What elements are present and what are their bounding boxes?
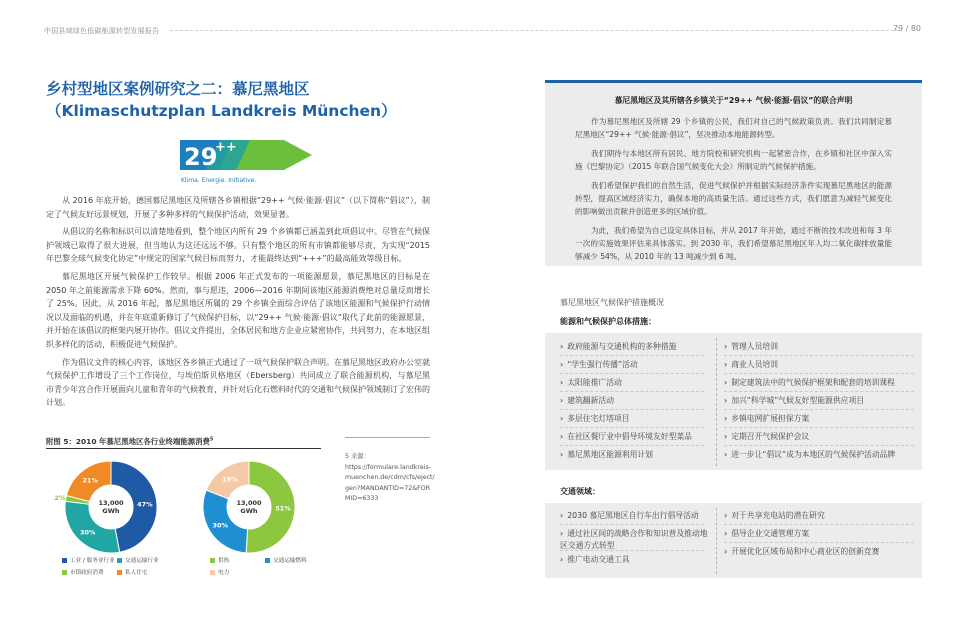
legend-swatch: [62, 570, 67, 575]
slice-label: 2%: [54, 493, 66, 502]
slice-label: 47%: [137, 500, 153, 509]
paragraph: 从 2016 年底开始，德国慕尼黑地区及所辖各乡镇根据“29++ 气候·能源·倡议”（以下简称“倡议”），制定了气候友好远景规划，开展了多种多样的气候保护活动，效果显著。: [46, 196, 430, 219]
chevron-right-icon: ›: [724, 432, 728, 441]
paragraph: 慕尼黑地区开展气候保护工作较早。根据 2006 年正式发布的一项能源愿景，慕尼黑地区的目标是在 2050 年之前能源需求下降 60%。然而，事与愿违，2006—2016 年期间该地区能源消费绝对总量反而增长了 25%。因此，从 2016 年起，慕尼黑地区所属的 29 个乡镇全面综合评估了该地区能源和气候保护行动情况以及面临的机遇，并在年底重新修订了气候保护目标，以“29++ 气候·能源·倡议”取代了此前的能源愿景，并开始在该倡议的框架内展开协作。倡议文件提出，全体居民和地方企业应紧密协作，共同努力，在本地区组织多样化的活动，积极促进气候保护。: [46, 271, 430, 349]
chevron-right-icon: ›: [560, 414, 564, 423]
measure-item: › “学生强行传播”活动: [560, 360, 638, 369]
chevron-right-icon: ›: [560, 360, 564, 369]
measure-item: › 太阳能推广活动: [560, 378, 622, 387]
legend-swatch: [117, 558, 122, 563]
legend-item: [210, 556, 229, 564]
note-rule: [345, 437, 430, 438]
measure-item: › 进一步让“倡议”成为本地区的气候保护活动品牌: [724, 450, 896, 459]
report-title: 中国县域绿色低碳能源转型发展报告: [44, 27, 160, 35]
legend-item: [117, 568, 147, 576]
slice-label: 19%: [222, 475, 238, 484]
pie-chart-by-use: [200, 458, 298, 556]
chevron-right-icon: ›: [560, 529, 564, 538]
center-label: GWh: [240, 507, 258, 515]
chevron-right-icon: ›: [560, 511, 564, 520]
legend-by-sector: [62, 556, 182, 582]
legend-swatch: [62, 558, 67, 563]
center-label: 13,000: [236, 499, 262, 507]
declaration-paragraph: 为此，我们希望为自己设定具体目标，并从 2017 年开始，通过不断的技术改进和每 3 年一次的实施效果评估来具体落实。到 2030 年，我们希望慕尼黑地区年人均二氧化碳排放量能够减少 54%，从 2010 年的 13 吨减少到 6 吨。: [575, 226, 892, 261]
legend-label: 市镇政府消费: [70, 570, 104, 576]
measure-item: › 建筑翻新活动: [560, 396, 614, 405]
legend-item: [117, 556, 159, 564]
source-url[interactable]: https://formulare.landkreis-muenchen.de/cdm/cfs/eject/gen?MANDANTID=72&FORMID=6333: [345, 463, 435, 502]
measure-item: › 管理人员培训: [724, 342, 778, 351]
logo-29plusplus: [180, 138, 312, 186]
chevron-right-icon: ›: [724, 414, 728, 423]
measure-item: › 开展优化区域布局和中心商业区的创新竞赛: [724, 547, 880, 556]
slice-label: 21%: [82, 476, 98, 485]
chevron-right-icon: ›: [724, 378, 728, 387]
legend-swatch: [210, 570, 215, 575]
legend-item: [210, 568, 229, 576]
measure-item: › 慕尼黑地区能源利用计划: [560, 450, 653, 459]
footnote-mark: 5: [209, 436, 214, 443]
slice-label: 30%: [212, 521, 229, 530]
measure-item: › 在社区餐厅业中倡导环境友好型菜品: [560, 432, 692, 441]
declaration-title: 慕尼黑地区及其所辖各乡镇关于“29++ 气候·能源·倡议”的联合声明: [614, 96, 853, 105]
legend-label: 工业 / 服务业行业: [70, 558, 115, 564]
overview-title: 慕尼黑地区气候保护措施概况: [560, 298, 664, 307]
measure-item: › 推广电动交通工具: [560, 555, 630, 564]
paragraph: 从倡议的名称和标识可以清楚地看到，整个地区内所有 29 个乡镇都已涵盖到此项倡议中。尽管在气候保护领域已取得了很大进展，但当地认为这还远远不够。只有整个地区的所有市镇都能够尽责，为实现“2015 年巴黎全球气候变化协定”中规定的国家气候目标而努力，才能最终达到“+++”的最高能效等级目标。: [46, 227, 430, 264]
logo-plus: ++: [215, 140, 237, 155]
measure-item: › 制定建筑法中的气候保护框架和配套的培训课程: [724, 378, 895, 387]
energy-heading: 能源和气候保护总体措施：: [560, 317, 656, 326]
measure-item: › 加兴“科学城”气候友好型能源供应项目: [724, 396, 865, 405]
page-number: 79 / 80: [892, 24, 921, 33]
measure-item: › 政府能源与交通机构的多种措施: [560, 342, 677, 351]
logo-number: 29: [184, 143, 218, 171]
slice-label: 30%: [79, 528, 96, 537]
measure-item: › 2030 慕尼黑地区自行车出行倡导活动: [560, 511, 699, 520]
legend-swatch: [117, 570, 122, 575]
legend-swatch: [210, 558, 215, 563]
chevron-right-icon: ›: [724, 529, 728, 538]
chevron-right-icon: ›: [724, 547, 728, 556]
legend-by-use: [210, 556, 320, 582]
source-note: [345, 452, 435, 505]
legend-label: 交通运输燃料: [273, 558, 307, 564]
measure-item: › 对于共享充电站的潜在研究: [724, 511, 825, 520]
chevron-right-icon: ›: [724, 450, 728, 459]
page-title: 乡村型地区案例研究之二：慕尼黑地区（Klimaschutzplan Landkreis München）: [46, 80, 397, 120]
header-rule: [170, 30, 899, 31]
center-label: 13,000: [98, 499, 124, 507]
chevron-right-icon: ›: [560, 378, 564, 387]
chevron-right-icon: ›: [560, 396, 564, 405]
declaration-paragraph: 我们期待与本地区所有居民、地方院校和研究机构一起紧密合作，在乡镇和社区中深入实施《巴黎协定》（2015 年联合国气候变化大会）所制定的气候保护措施。: [575, 149, 892, 171]
legend-item: [265, 556, 307, 564]
declaration-paragraph: 作为慕尼黑地区及所辖 29 个乡镇的公民，我们对自己的气候政策负责。我们共同制定慕尼黑地区“29++ 气候·能源·倡议”，坚决推动本地能源转型。: [575, 117, 892, 139]
pie-chart-by-sector: [54, 458, 160, 556]
source-label: 5 来源：: [345, 453, 370, 460]
legend-item: [62, 556, 115, 564]
measure-item: › 通过社区间的战略合作和知识普及推动地区交通方式转型: [560, 529, 708, 550]
legend-label: 私人住宅: [125, 570, 148, 576]
joint-declaration-box: [545, 80, 922, 266]
legend-item: [62, 568, 104, 576]
chevron-right-icon: ›: [560, 342, 564, 351]
declaration-paragraph: 我们希望保护我们的自然生活，促进气候保护并根据实际经济条件实现慕尼黑地区的能源转型，提高区域经济实力，确保本地的高质量生活。通过这些方式，我们愿意为减轻气候变化的影响做出贡献并创造更多的区域价值。: [575, 181, 892, 216]
chevron-right-icon: ›: [724, 342, 728, 351]
chevron-right-icon: ›: [724, 396, 728, 405]
chevron-right-icon: ›: [724, 511, 728, 520]
measure-item: › 多层住宅灯塔项目: [560, 414, 630, 423]
measure-item: › 倡导企业交通管理方案: [724, 529, 810, 538]
legend-label: 电力: [218, 570, 230, 576]
figure-rule: [46, 448, 321, 449]
measure-item: › 商业人员培训: [724, 360, 778, 369]
transport-heading: 交通领域：: [560, 487, 600, 496]
figure-caption: 附图 5：2010 年慕尼黑地区各行业终端能源消费$^5$: [46, 436, 214, 446]
chevron-right-icon: ›: [560, 432, 564, 441]
chevron-right-icon: ›: [560, 555, 564, 564]
measure-item: › 定期召开气候保护会议: [724, 432, 810, 441]
legend-label: 供热: [218, 558, 230, 564]
center-label: GWh: [102, 507, 120, 515]
chevron-right-icon: ›: [560, 450, 564, 459]
legend-swatch: [265, 558, 270, 563]
measure-item: › 乡镇电网扩展担保方案: [724, 414, 810, 423]
paragraph: 作为倡议文件的核心内容，该地区各乡镇正式通过了一项气候保护联合声明。在慕尼黑地区政府办公室就气候保护工作增设了三个工作岗位，与埃伯斯贝格地区（Ebersberg）共同成立了联合能源机构，与慕尼黑市青少年宫合作开展面向儿童和青年的气候教育，并针对后化石燃料时代的交通和气候保护领域制订了宏伟的计划。: [46, 357, 430, 408]
logo-tagline: Klima. Energie. Initiative.: [181, 177, 257, 184]
legend-label: 交通运输行业: [125, 558, 159, 564]
chevron-right-icon: ›: [724, 360, 728, 369]
slice-label: 51%: [275, 504, 291, 513]
body-text: [46, 194, 430, 414]
